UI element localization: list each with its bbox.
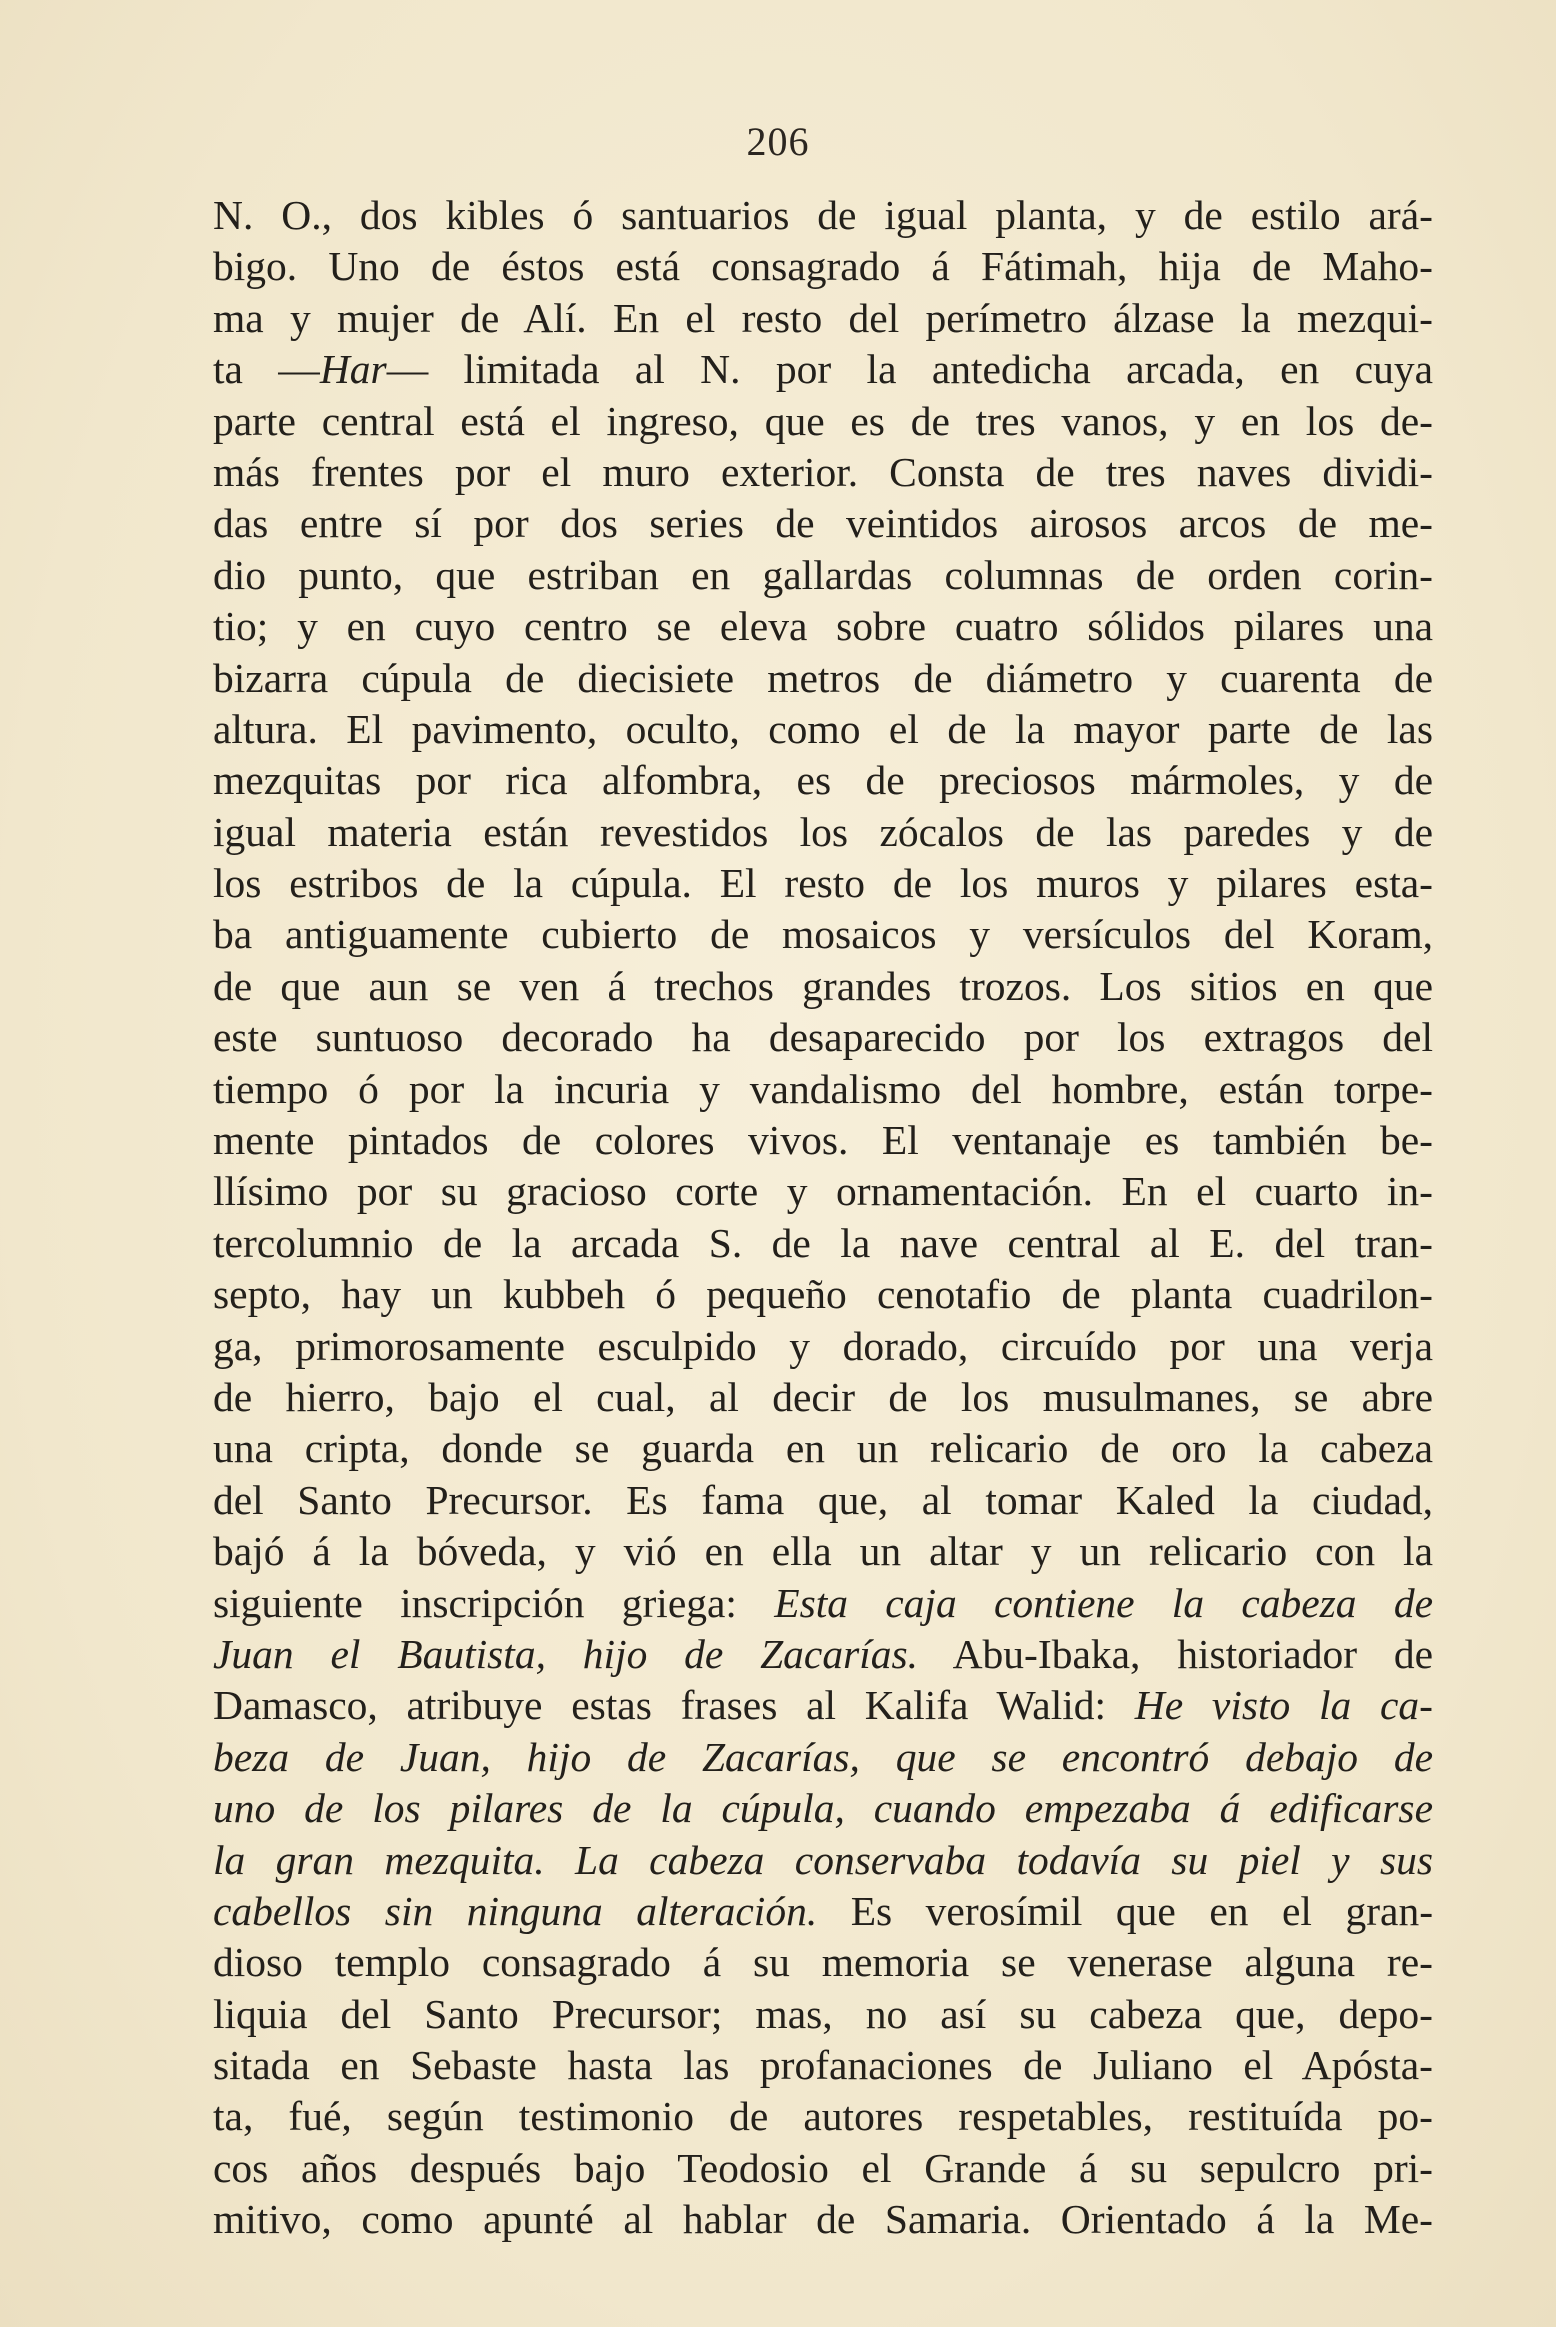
text-line bbox=[213, 344, 1433, 395]
text-line bbox=[213, 293, 1433, 344]
text-line bbox=[213, 858, 1433, 909]
text-line bbox=[213, 1321, 1433, 1372]
italic-text-segment: Esta caja contiene la cabeza de bbox=[774, 1579, 1433, 1626]
text-segment: ga, primorosamente esculpido y dorado, circuído por una verja bbox=[213, 1322, 1433, 1369]
text-line bbox=[213, 1732, 1433, 1783]
italic-text-segment: uno de los pilares de la cúpula, cuando empezaba á edificarse bbox=[213, 1785, 1433, 1832]
text-line bbox=[213, 1886, 1433, 1937]
text-line bbox=[213, 2040, 1433, 2091]
text-segment: bigo. Uno de éstos está consagrado á Fátimah, hija de Maho- bbox=[213, 243, 1433, 290]
text-segment: tiempo ó por la incuria y vandalismo del hombre, están torpe- bbox=[213, 1065, 1433, 1112]
italic-text-segment: cabellos sin ninguna alteración. bbox=[213, 1887, 818, 1934]
page-number: 206 bbox=[746, 119, 810, 164]
text-line bbox=[213, 704, 1433, 755]
text-segment: este suntuoso decorado ha desaparecido por los extragos del bbox=[213, 1014, 1433, 1061]
italic-text-segment: la gran mezquita. La cabeza conservaba todavía su piel y sus bbox=[213, 1836, 1433, 1883]
text-line bbox=[213, 447, 1433, 498]
text-line bbox=[213, 1783, 1433, 1834]
text-line bbox=[213, 550, 1433, 601]
text-segment: Es verosímil que en el gran- bbox=[817, 1887, 1433, 1934]
text-line bbox=[213, 1629, 1433, 1680]
text-segment: — limitada al N. por la antedicha arcada, en cuya bbox=[386, 346, 1433, 393]
text-segment: mente pintados de colores vivos. El ventanaje es también be- bbox=[213, 1117, 1433, 1164]
text-segment: altura. El pavimento, oculto, como el de la mayor parte de las bbox=[213, 705, 1433, 752]
text-line bbox=[213, 909, 1433, 960]
text-line bbox=[213, 1423, 1433, 1474]
text-line bbox=[213, 1115, 1433, 1166]
text-line bbox=[213, 1269, 1433, 1320]
text-line bbox=[213, 1064, 1433, 1115]
text-segment: tercolumnio de la arcada S. de la nave central al E. del tran- bbox=[213, 1219, 1433, 1266]
text-line bbox=[213, 1835, 1433, 1886]
italic-text-segment: Har bbox=[319, 346, 387, 393]
text-line bbox=[213, 1989, 1433, 2040]
text-segment: llísimo por su gracioso corte y ornamentación. En el cuarto in- bbox=[213, 1168, 1433, 1215]
text-line bbox=[213, 1475, 1433, 1526]
text-line bbox=[213, 1578, 1433, 1629]
text-segment: bajó á la bóveda, y vió en ella un altar y un relicario con la bbox=[213, 1528, 1433, 1575]
text-segment: siguiente inscripción griega: bbox=[213, 1579, 775, 1626]
text-line bbox=[213, 1218, 1433, 1269]
text-segment: bizarra cúpula de diecisiete metros de diámetro y cuarenta de bbox=[213, 654, 1433, 701]
text-line bbox=[213, 1166, 1433, 1217]
text-line bbox=[213, 190, 1433, 241]
italic-text-segment: Juan el Bautista, hijo de Zacarías. bbox=[213, 1630, 919, 1677]
text-segment: igual materia están revestidos los zócalos de las paredes y de bbox=[213, 808, 1433, 855]
text-line bbox=[213, 653, 1433, 704]
text-line bbox=[213, 2091, 1433, 2142]
text-line bbox=[213, 755, 1433, 806]
text-segment: liquia del Santo Precursor; mas, no así su cabeza que, depo- bbox=[213, 1990, 1433, 2037]
text-segment: tio; y en cuyo centro se eleva sobre cuatro sólidos pilares una bbox=[213, 603, 1433, 650]
text-line bbox=[213, 241, 1433, 292]
text-line bbox=[213, 1012, 1433, 1063]
text-line bbox=[213, 498, 1433, 549]
text-segment: cos años después bajo Teodosio el Grande á su sepulcro pri- bbox=[213, 2144, 1433, 2191]
text-segment: dioso templo consagrado á su memoria se venerase alguna re- bbox=[213, 1939, 1433, 1986]
text-segment: septo, hay un kubbeh ó pequeño cenotafio de planta cuadrilon- bbox=[213, 1271, 1433, 1318]
text-segment: de hierro, bajo el cual, al decir de los musulmanes, se abre bbox=[213, 1373, 1433, 1420]
text-segment: mitivo, como apunté al hablar de Samaria. Orientado á la Me- bbox=[213, 2196, 1433, 2243]
text-segment: los estribos de la cúpula. El resto de los muros y pilares esta- bbox=[213, 860, 1433, 907]
text-segment: Damasco, atribuye estas frases al Kalifa Walid: bbox=[213, 1682, 1135, 1729]
text-segment: ma y mujer de Alí. En el resto del perímetro álzase la mezqui- bbox=[213, 294, 1433, 341]
text-segment: sitada en Sebaste hasta las profanaciones de Juliano el Apósta- bbox=[213, 2042, 1433, 2089]
text-line bbox=[213, 1680, 1433, 1731]
text-segment: de que aun se ven á trechos grandes trozos. Los sitios en que bbox=[213, 962, 1433, 1009]
text-line bbox=[213, 2194, 1433, 2245]
text-segment: ta — bbox=[213, 346, 320, 393]
text-segment: del Santo Precursor. Es fama que, al tomar Kaled la ciudad, bbox=[213, 1476, 1433, 1523]
text-line bbox=[213, 396, 1433, 447]
text-segment: una cripta, donde se guarda en un relicario de oro la cabeza bbox=[213, 1425, 1433, 1472]
text-segment: dio punto, que estriban en gallardas columnas de orden corin- bbox=[213, 551, 1433, 598]
body-text bbox=[213, 190, 1433, 2246]
text-line bbox=[213, 961, 1433, 1012]
text-line bbox=[213, 1526, 1433, 1577]
text-segment: más frentes por el muro exterior. Consta de tres naves dividi- bbox=[213, 448, 1433, 495]
text-segment: das entre sí por dos series de veintidos airosos arcos de me- bbox=[213, 500, 1433, 547]
text-segment: N. O., dos kibles ó santuarios de igual planta, y de estilo ará- bbox=[213, 192, 1433, 238]
text-line bbox=[213, 601, 1433, 652]
italic-text-segment: beza de Juan, hijo de Zacarías, que se encontró debajo de bbox=[213, 1733, 1433, 1780]
text-line bbox=[213, 1937, 1433, 1988]
text-line bbox=[213, 807, 1433, 858]
text-line bbox=[213, 1372, 1433, 1423]
text-segment: ba antiguamente cubierto de mosaicos y versículos del Koram, bbox=[213, 911, 1433, 958]
text-segment: mezquitas por rica alfombra, es de preciosos mármoles, y de bbox=[213, 757, 1433, 804]
text-segment: ta, fué, según testimonio de autores respetables, restituída po- bbox=[213, 2093, 1433, 2140]
text-segment: Abu-Ibaka, historiador de bbox=[918, 1630, 1433, 1677]
text-segment: parte central está el ingreso, que es de tres vanos, y en los de- bbox=[213, 397, 1433, 444]
italic-text-segment: He visto la ca- bbox=[1134, 1682, 1433, 1729]
text-line bbox=[213, 2143, 1433, 2194]
